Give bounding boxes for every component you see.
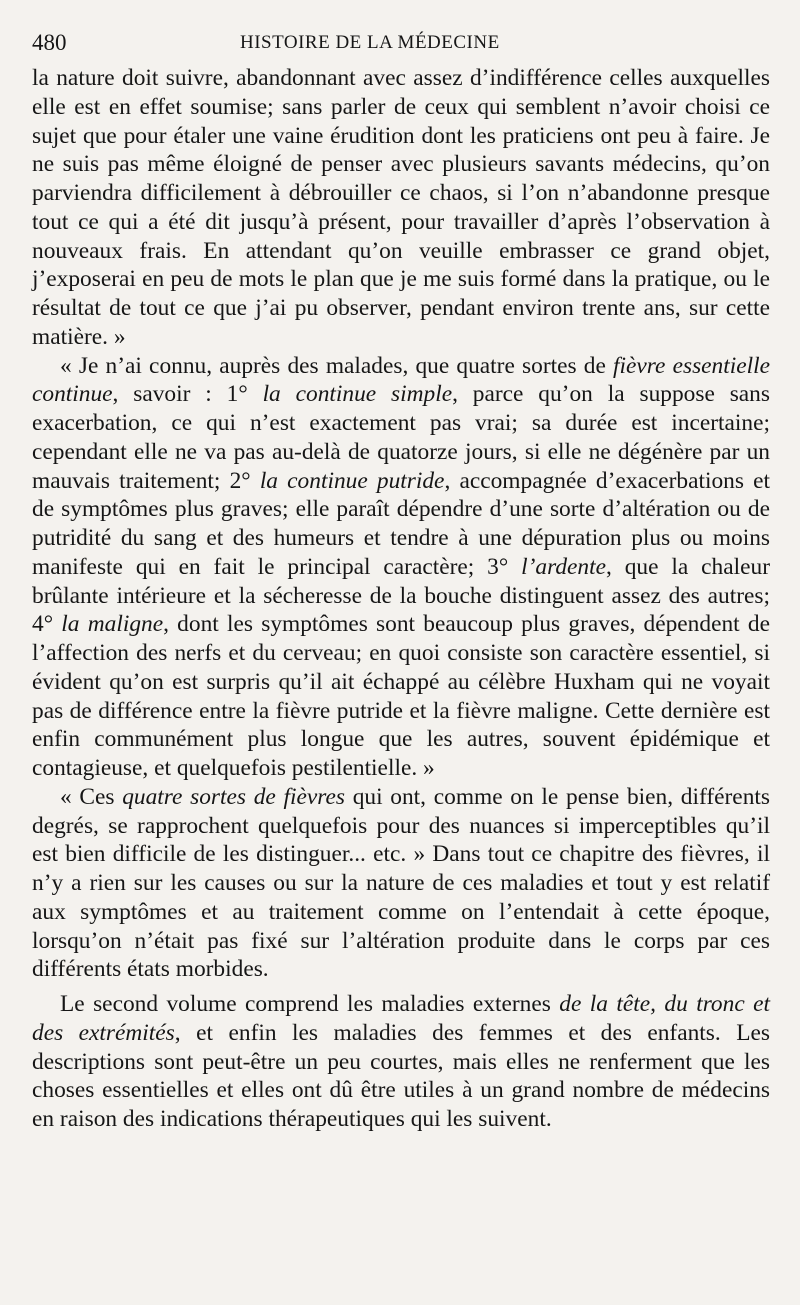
italic-phrase: la continue simple [262, 381, 453, 408]
italic-phrase: la continue putride [259, 467, 445, 494]
text-run: la nature doit suivre, abandonnant avec assez d’indifférence celles auxquelles elle est en effet soumise; sans parler de ceux qui semblent n’avoir choisi ce sujet que pour étaler une vaine érudition dont les praticiens ont peu à faire. Je ne suis pas même éloigné de penser avec plusieurs savants médecins, qu’on parviendra difficilement à débrouiller ce chaos, si l’on n’abandonne presque tout ce qui a été dit jusqu’à présent, pour travailler d’après l’observation à nouveaux frais. En attendant qu’on veuille embrasser ce grand objet, j’exposerai en peu de mots le plan que je me suis formé dans la pratique, ou le résultat de tout ce que j’ai pu observer, pendant environ trente ans, sur cette matière. » [32, 65, 770, 350]
italic-phrase: fièvre essentielle continue [32, 352, 771, 408]
text-run: , dont les symptômes sont beaucoup plus graves, dépendent de l’affection des nerfs et du cerveau; en quoi consiste son caractère essentiel, si évident qu’on est surpris qu’il ait échappé au célèbre Huxham qui ne voyait pas de différence entre la fièvre putride et la fièvre maligne. Cette dernière est enfin communément plus longue que les autres, souvent épidémique et contagieuse, et quelquefois pestilentielle. » [32, 611, 770, 781]
text-run: , que la chaleur brûlante intérieure et la sécheresse de la bouche distinguent assez des autres; 4° [32, 553, 770, 638]
italic-phrase: la maligne [61, 611, 164, 638]
text-run: , et enfin les maladies des femmes et des enfants. Les descriptions sont peut-être un peu courtes, mais elles ne renferment que les choses essentielles et elles ont dû être utiles à un grand nombre de médecins en raison des indications thérapeutiques qui les suivent. [32, 1019, 770, 1132]
text-run: « Je n’ai connu, auprès des malades, que quatre sortes de [60, 352, 614, 379]
text-run: , savoir : 1° [112, 381, 263, 408]
text-run: « Ces [60, 783, 123, 810]
text-run: , parce qu’on la suppose sans exacerbation, ce qui n’est exactement pas vrai; sa durée est incertaine; cependant elle ne va pas au-delà de quatorze jours, si elle ne dégénère par un mauvais traitement; 2° [32, 381, 770, 494]
paragraph-1 [32, 64, 770, 352]
italic-phrase: de la tête, du tronc et des extrémités [32, 991, 770, 1046]
running-title: HISTOIRE DE LA MÉDECINE [240, 32, 500, 53]
italic-phrase: quatre sortes de fièvres [122, 783, 345, 810]
paragraph-4 [32, 990, 770, 1134]
paragraph-2 [32, 352, 770, 783]
text-run: qui ont, comme on le pense bien, différents degrés, se rapprochent quelquefois pour des nuances si imperceptibles qu’il est bien difficile de les distinguer... etc. » Dans tout ce chapitre des fièvres, il n’y a rien sur les causes ou sur la nature de ces maladies et tout y est relatif aux symptômes et au traitement comme on l’entendait à cette époque, lorsqu’on n’était pas fixé sur l’altération produite dans le corps par ces différents états morbides. [32, 783, 770, 983]
italic-phrase: l’ardente [521, 553, 606, 580]
page-number: 480 [32, 30, 67, 55]
text-run: Le second volume comprend les maladies externes [60, 991, 560, 1017]
body-text [32, 64, 770, 1134]
paragraph-3 [32, 783, 770, 984]
text-run: , accompagnée d’exacerbations et de symptômes plus graves; elle paraît dépendre d’une sorte d’altération ou de putridité du sang et des humeurs et tendre à une dépuration plus ou moins manifeste qui en fait le principal caractère; 3° [32, 467, 770, 580]
page-header [32, 28, 770, 64]
